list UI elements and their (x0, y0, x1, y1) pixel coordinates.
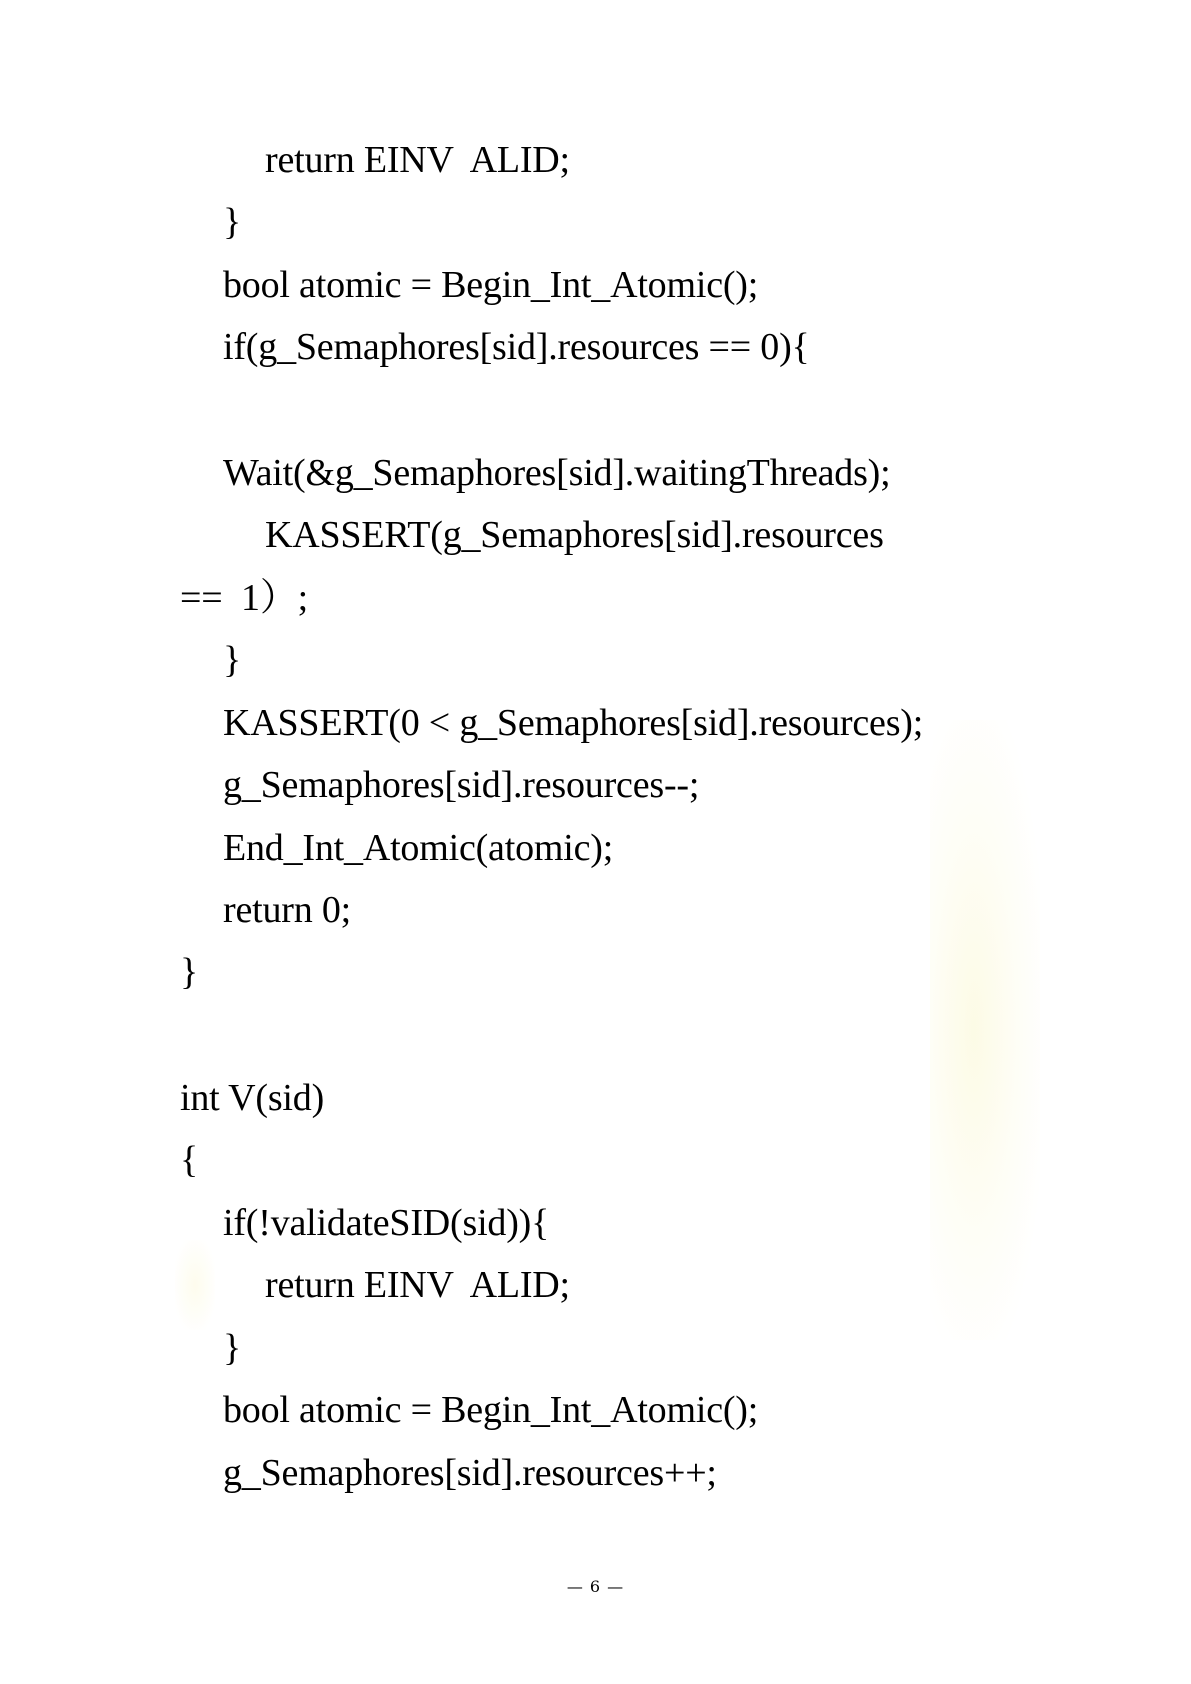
code-line: } (223, 639, 242, 681)
code-line: if(g_Semaphores[sid].resources == 0){ (223, 326, 810, 368)
code-line: KASSERT(0 < g_Semaphores[sid].resources); (223, 702, 924, 744)
code-line: g_Semaphores[sid].resources++; (223, 1452, 717, 1494)
code-line: bool atomic = Begin_Int_Atomic(); (223, 1389, 759, 1431)
page-number: — 6 — (566, 1577, 625, 1596)
paper-stain (175, 1240, 215, 1330)
code-line: g_Semaphores[sid].resources--; (223, 764, 700, 806)
code-line: { (180, 1139, 199, 1181)
code-line: return EINV ALID; (265, 139, 570, 181)
code-line: return 0; (223, 889, 351, 931)
code-line: if(!validateSID(sid)){ (223, 1202, 550, 1244)
code-line: KASSERT(g_Semaphores[sid].resources (265, 514, 884, 556)
code-line: } (180, 951, 199, 993)
paper-stain (930, 720, 1040, 1340)
code-line: int V(sid) (180, 1077, 325, 1119)
code-line: End_Int_Atomic(atomic); (223, 827, 614, 869)
code-line: return EINV ALID; (265, 1264, 570, 1306)
code-line: } (223, 201, 242, 243)
code-line: bool atomic = Begin_Int_Atomic(); (223, 264, 759, 306)
code-line: } (223, 1327, 242, 1369)
code-line: Wait(&g_Semaphores[sid].waitingThreads); (223, 452, 891, 494)
code-line: == 1）; (180, 577, 309, 619)
